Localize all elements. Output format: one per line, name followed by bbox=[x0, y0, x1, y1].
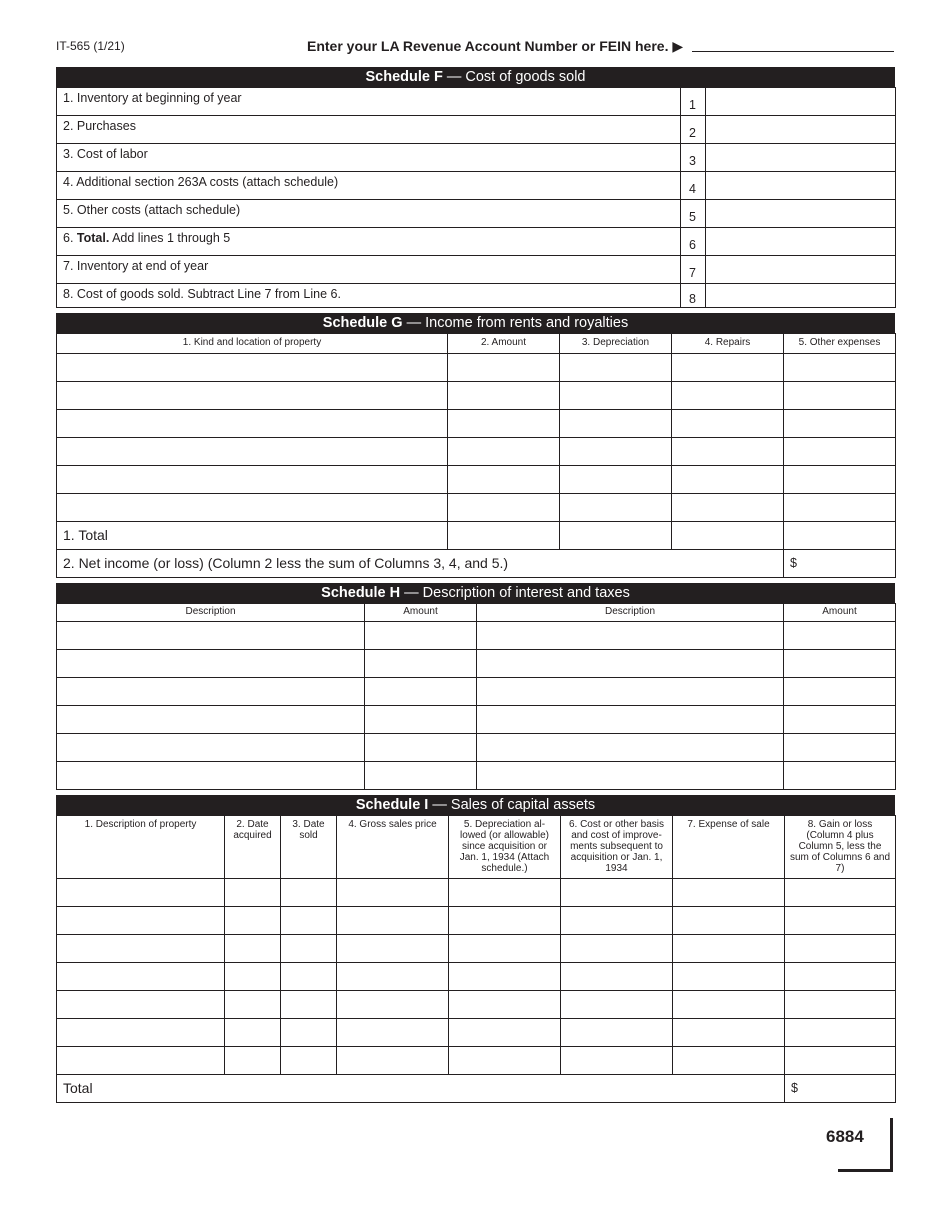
table-row bbox=[57, 382, 896, 410]
input-cell[interactable] bbox=[449, 1047, 561, 1075]
input-cell[interactable] bbox=[57, 438, 448, 466]
schedule-f-line bbox=[57, 144, 896, 172]
line-amount-field[interactable] bbox=[706, 256, 896, 284]
input-cell[interactable] bbox=[337, 1047, 449, 1075]
input-cell[interactable] bbox=[784, 622, 896, 650]
input-cell[interactable] bbox=[365, 650, 477, 678]
input-cell[interactable] bbox=[785, 1019, 896, 1047]
input-cell[interactable] bbox=[225, 1019, 281, 1047]
input-cell[interactable] bbox=[57, 1019, 225, 1047]
total-row bbox=[57, 1075, 896, 1103]
input-cell[interactable] bbox=[784, 494, 896, 522]
input-cell[interactable] bbox=[281, 963, 337, 991]
input-cell[interactable] bbox=[337, 907, 449, 935]
net-income-label: 2. Net income (or loss) (Column 2 less the sum of Columns 3, 4, and 5.) bbox=[57, 550, 784, 578]
input-cell[interactable] bbox=[281, 879, 337, 907]
total-row bbox=[57, 522, 896, 550]
schedule-f-line bbox=[57, 88, 896, 116]
input-cell[interactable] bbox=[785, 991, 896, 1019]
input-cell[interactable] bbox=[281, 1019, 337, 1047]
input-cell[interactable] bbox=[784, 678, 896, 706]
schedule-f-line bbox=[57, 256, 896, 284]
column-header: Amount bbox=[365, 604, 477, 622]
line-number: 8 bbox=[681, 284, 706, 308]
input-cell[interactable] bbox=[57, 410, 448, 438]
schedule-g-table bbox=[56, 333, 896, 578]
line-label: 1. Inventory at beginning of year bbox=[57, 88, 681, 116]
table-row bbox=[57, 410, 896, 438]
table-row bbox=[57, 1019, 896, 1047]
line-number: 7 bbox=[681, 256, 706, 284]
column-header: Amount bbox=[784, 604, 896, 622]
input-cell[interactable] bbox=[449, 991, 561, 1019]
input-cell[interactable] bbox=[672, 354, 784, 382]
schedule-f-line bbox=[57, 200, 896, 228]
input-cell[interactable] bbox=[784, 706, 896, 734]
input-cell[interactable] bbox=[57, 963, 225, 991]
line-label: 5. Other costs (attach schedule) bbox=[57, 200, 681, 228]
page-code: 6884 bbox=[826, 1127, 864, 1146]
input-cell[interactable] bbox=[477, 622, 784, 650]
table-row bbox=[57, 991, 896, 1019]
input-cell[interactable] bbox=[673, 879, 785, 907]
column-header: 6. Cost or other basis and cost of improve-ments subsequent to acquisition or Jan. 1, 1934 bbox=[561, 816, 673, 879]
input-cell[interactable] bbox=[785, 963, 896, 991]
schedule-f-line bbox=[57, 284, 896, 308]
input-cell[interactable] bbox=[784, 410, 896, 438]
input-cell[interactable] bbox=[673, 991, 785, 1019]
input-cell[interactable] bbox=[449, 907, 561, 935]
line-number: 5 bbox=[681, 200, 706, 228]
column-header: 3. Depreciation bbox=[560, 334, 672, 354]
schedule-h-header-row bbox=[57, 604, 896, 622]
column-header: 7. Expense of sale bbox=[673, 816, 785, 879]
schedule-g bbox=[56, 313, 895, 578]
schedule-f-line bbox=[57, 172, 896, 200]
input-cell[interactable] bbox=[560, 522, 672, 550]
table-row bbox=[57, 650, 896, 678]
input-cell[interactable] bbox=[57, 879, 225, 907]
table-row bbox=[57, 622, 896, 650]
input-cell[interactable] bbox=[365, 734, 477, 762]
input-cell[interactable] bbox=[785, 879, 896, 907]
table-row bbox=[57, 678, 896, 706]
input-cell[interactable] bbox=[477, 678, 784, 706]
line-amount-field[interactable] bbox=[706, 172, 896, 200]
line-amount-field[interactable] bbox=[706, 284, 896, 308]
input-cell[interactable] bbox=[561, 879, 673, 907]
input-cell[interactable] bbox=[784, 382, 896, 410]
input-cell[interactable] bbox=[784, 762, 896, 790]
input-cell[interactable] bbox=[477, 734, 784, 762]
table-row bbox=[57, 438, 896, 466]
input-cell[interactable] bbox=[337, 991, 449, 1019]
input-cell[interactable] bbox=[225, 963, 281, 991]
input-cell[interactable] bbox=[785, 935, 896, 963]
schedule-f-line bbox=[57, 228, 896, 256]
table-row bbox=[57, 879, 896, 907]
input-cell[interactable] bbox=[784, 466, 896, 494]
column-header: 8. Gain or loss (Column 4 plus Column 5, less the sum of Columns 6 and 7) bbox=[785, 816, 896, 879]
input-cell[interactable] bbox=[561, 1019, 673, 1047]
input-cell[interactable] bbox=[337, 1019, 449, 1047]
table-row bbox=[57, 734, 896, 762]
line-amount-field[interactable] bbox=[706, 116, 896, 144]
column-header: 5. Other expenses bbox=[784, 334, 896, 354]
input-cell[interactable] bbox=[785, 907, 896, 935]
input-cell[interactable] bbox=[672, 522, 784, 550]
table-row bbox=[57, 935, 896, 963]
input-cell[interactable] bbox=[560, 494, 672, 522]
input-cell[interactable] bbox=[673, 1047, 785, 1075]
input-cell[interactable] bbox=[57, 762, 365, 790]
input-cell[interactable] bbox=[365, 678, 477, 706]
input-cell[interactable] bbox=[449, 935, 561, 963]
corner-mark-horizontal bbox=[838, 1169, 893, 1172]
schedule-h-table bbox=[56, 603, 896, 790]
column-header: Description bbox=[477, 604, 784, 622]
table-row bbox=[57, 907, 896, 935]
input-cell[interactable] bbox=[561, 907, 673, 935]
input-cell[interactable] bbox=[225, 935, 281, 963]
input-cell[interactable] bbox=[225, 1047, 281, 1075]
schedule-f bbox=[56, 67, 895, 308]
total-label: Total bbox=[57, 1075, 785, 1103]
line-amount-field[interactable] bbox=[706, 88, 896, 116]
table-row bbox=[57, 706, 896, 734]
schedule-h-title: Schedule H — Description of interest and taxes bbox=[56, 583, 895, 603]
input-cell[interactable] bbox=[225, 907, 281, 935]
input-cell[interactable] bbox=[448, 466, 560, 494]
schedule-f-line bbox=[57, 116, 896, 144]
input-cell[interactable] bbox=[448, 382, 560, 410]
input-cell[interactable] bbox=[57, 382, 448, 410]
input-cell[interactable] bbox=[448, 494, 560, 522]
line-label: 4. Additional section 263A costs (attach schedule) bbox=[57, 172, 681, 200]
input-cell[interactable] bbox=[57, 1047, 225, 1075]
input-cell[interactable] bbox=[365, 622, 477, 650]
input-cell[interactable] bbox=[560, 410, 672, 438]
input-cell[interactable] bbox=[281, 907, 337, 935]
input-cell[interactable] bbox=[672, 382, 784, 410]
schedule-i bbox=[56, 795, 895, 1103]
input-cell[interactable] bbox=[281, 935, 337, 963]
input-cell[interactable] bbox=[784, 734, 896, 762]
schedule-i-header-row bbox=[57, 816, 896, 879]
input-cell[interactable] bbox=[477, 706, 784, 734]
schedule-h bbox=[56, 583, 895, 790]
column-header: Description bbox=[57, 604, 365, 622]
schedule-i-title: Schedule I — Sales of capital assets bbox=[56, 795, 895, 815]
input-cell[interactable] bbox=[449, 1019, 561, 1047]
input-cell[interactable] bbox=[57, 991, 225, 1019]
input-cell[interactable] bbox=[561, 963, 673, 991]
column-header: 1. Description of property bbox=[57, 816, 225, 879]
line-number: 4 bbox=[681, 172, 706, 200]
input-cell[interactable] bbox=[673, 1019, 785, 1047]
input-cell[interactable] bbox=[57, 907, 225, 935]
input-cell[interactable] bbox=[560, 466, 672, 494]
input-cell[interactable] bbox=[225, 991, 281, 1019]
input-cell[interactable] bbox=[448, 522, 560, 550]
input-cell[interactable] bbox=[365, 762, 477, 790]
table-row bbox=[57, 494, 896, 522]
account-number-label: Enter your LA Revenue Account Number or FEIN here. ▶ bbox=[307, 38, 684, 54]
input-cell[interactable] bbox=[785, 1047, 896, 1075]
line-amount-field[interactable] bbox=[706, 228, 896, 256]
line-number: 1 bbox=[681, 88, 706, 116]
column-header: 2. Date acquired bbox=[225, 816, 281, 879]
input-cell[interactable] bbox=[449, 879, 561, 907]
input-cell[interactable] bbox=[57, 734, 365, 762]
input-cell[interactable] bbox=[673, 963, 785, 991]
form-id: IT-565 (1/21) bbox=[56, 39, 125, 53]
corner-mark-vertical bbox=[890, 1118, 893, 1172]
input-cell[interactable] bbox=[57, 650, 365, 678]
column-header: 1. Kind and location of property bbox=[57, 334, 448, 354]
input-cell[interactable] bbox=[784, 522, 896, 550]
table-row bbox=[57, 762, 896, 790]
line-label: 3. Cost of labor bbox=[57, 144, 681, 172]
total-gain-loss-field[interactable] bbox=[785, 1075, 896, 1103]
input-cell[interactable] bbox=[784, 354, 896, 382]
input-cell[interactable] bbox=[57, 935, 225, 963]
schedule-g-title: Schedule G — Income from rents and royalties bbox=[56, 313, 895, 333]
input-cell[interactable] bbox=[672, 466, 784, 494]
line-number: 3 bbox=[681, 144, 706, 172]
input-cell[interactable] bbox=[337, 935, 449, 963]
input-cell[interactable] bbox=[560, 382, 672, 410]
schedule-f-title: Schedule F — Cost of goods sold bbox=[56, 67, 895, 87]
input-cell[interactable] bbox=[57, 354, 448, 382]
input-cell[interactable] bbox=[784, 438, 896, 466]
table-row bbox=[57, 963, 896, 991]
table-row bbox=[57, 354, 896, 382]
line-label: 2. Purchases bbox=[57, 116, 681, 144]
column-header: 4. Repairs bbox=[672, 334, 784, 354]
input-cell[interactable] bbox=[365, 706, 477, 734]
input-cell[interactable] bbox=[337, 879, 449, 907]
input-cell[interactable] bbox=[448, 410, 560, 438]
table-row bbox=[57, 466, 896, 494]
column-header: 5. Depreciation al-lowed (or allowable) since acquisition or Jan. 1, 1934 (Attach schedule.) bbox=[449, 816, 561, 879]
input-cell[interactable] bbox=[57, 706, 365, 734]
account-number-field[interactable] bbox=[692, 51, 894, 52]
input-cell[interactable] bbox=[784, 650, 896, 678]
input-cell[interactable] bbox=[449, 963, 561, 991]
total-label: 1. Total bbox=[57, 522, 448, 550]
input-cell[interactable] bbox=[477, 762, 784, 790]
net-income-row bbox=[57, 550, 896, 578]
schedule-g-header-row bbox=[57, 334, 896, 354]
input-cell[interactable] bbox=[477, 650, 784, 678]
input-cell[interactable] bbox=[281, 1047, 337, 1075]
line-label: 8. Cost of goods sold. Subtract Line 7 from Line 6. bbox=[57, 284, 681, 308]
line-number: 6 bbox=[681, 228, 706, 256]
column-header: 2. Amount bbox=[448, 334, 560, 354]
input-cell[interactable] bbox=[672, 410, 784, 438]
line-label: 7. Inventory at end of year bbox=[57, 256, 681, 284]
input-cell[interactable] bbox=[57, 622, 365, 650]
input-cell[interactable] bbox=[672, 494, 784, 522]
column-header: 4. Gross sales price bbox=[337, 816, 449, 879]
input-cell[interactable] bbox=[448, 354, 560, 382]
input-cell[interactable] bbox=[561, 991, 673, 1019]
input-cell[interactable] bbox=[448, 438, 560, 466]
input-cell[interactable] bbox=[561, 935, 673, 963]
column-header: 3. Date sold bbox=[281, 816, 337, 879]
input-cell[interactable] bbox=[337, 963, 449, 991]
schedule-i-table bbox=[56, 815, 896, 1103]
input-cell[interactable] bbox=[57, 466, 448, 494]
input-cell[interactable] bbox=[560, 354, 672, 382]
input-cell[interactable] bbox=[281, 991, 337, 1019]
input-cell[interactable] bbox=[672, 438, 784, 466]
input-cell[interactable] bbox=[561, 1047, 673, 1075]
input-cell[interactable] bbox=[560, 438, 672, 466]
line-number: 2 bbox=[681, 116, 706, 144]
line-amount-field[interactable] bbox=[706, 200, 896, 228]
line-amount-field[interactable] bbox=[706, 144, 896, 172]
dollar-sign: $ bbox=[791, 1081, 798, 1095]
line-label: 6. Total. Add lines 1 through 5 bbox=[57, 228, 681, 256]
input-cell[interactable] bbox=[673, 935, 785, 963]
schedule-f-table bbox=[56, 87, 896, 308]
net-income-field[interactable] bbox=[784, 550, 896, 578]
input-cell[interactable] bbox=[57, 494, 448, 522]
input-cell[interactable] bbox=[225, 879, 281, 907]
input-cell[interactable] bbox=[673, 907, 785, 935]
table-row bbox=[57, 1047, 896, 1075]
dollar-sign: $ bbox=[790, 556, 797, 570]
input-cell[interactable] bbox=[57, 678, 365, 706]
